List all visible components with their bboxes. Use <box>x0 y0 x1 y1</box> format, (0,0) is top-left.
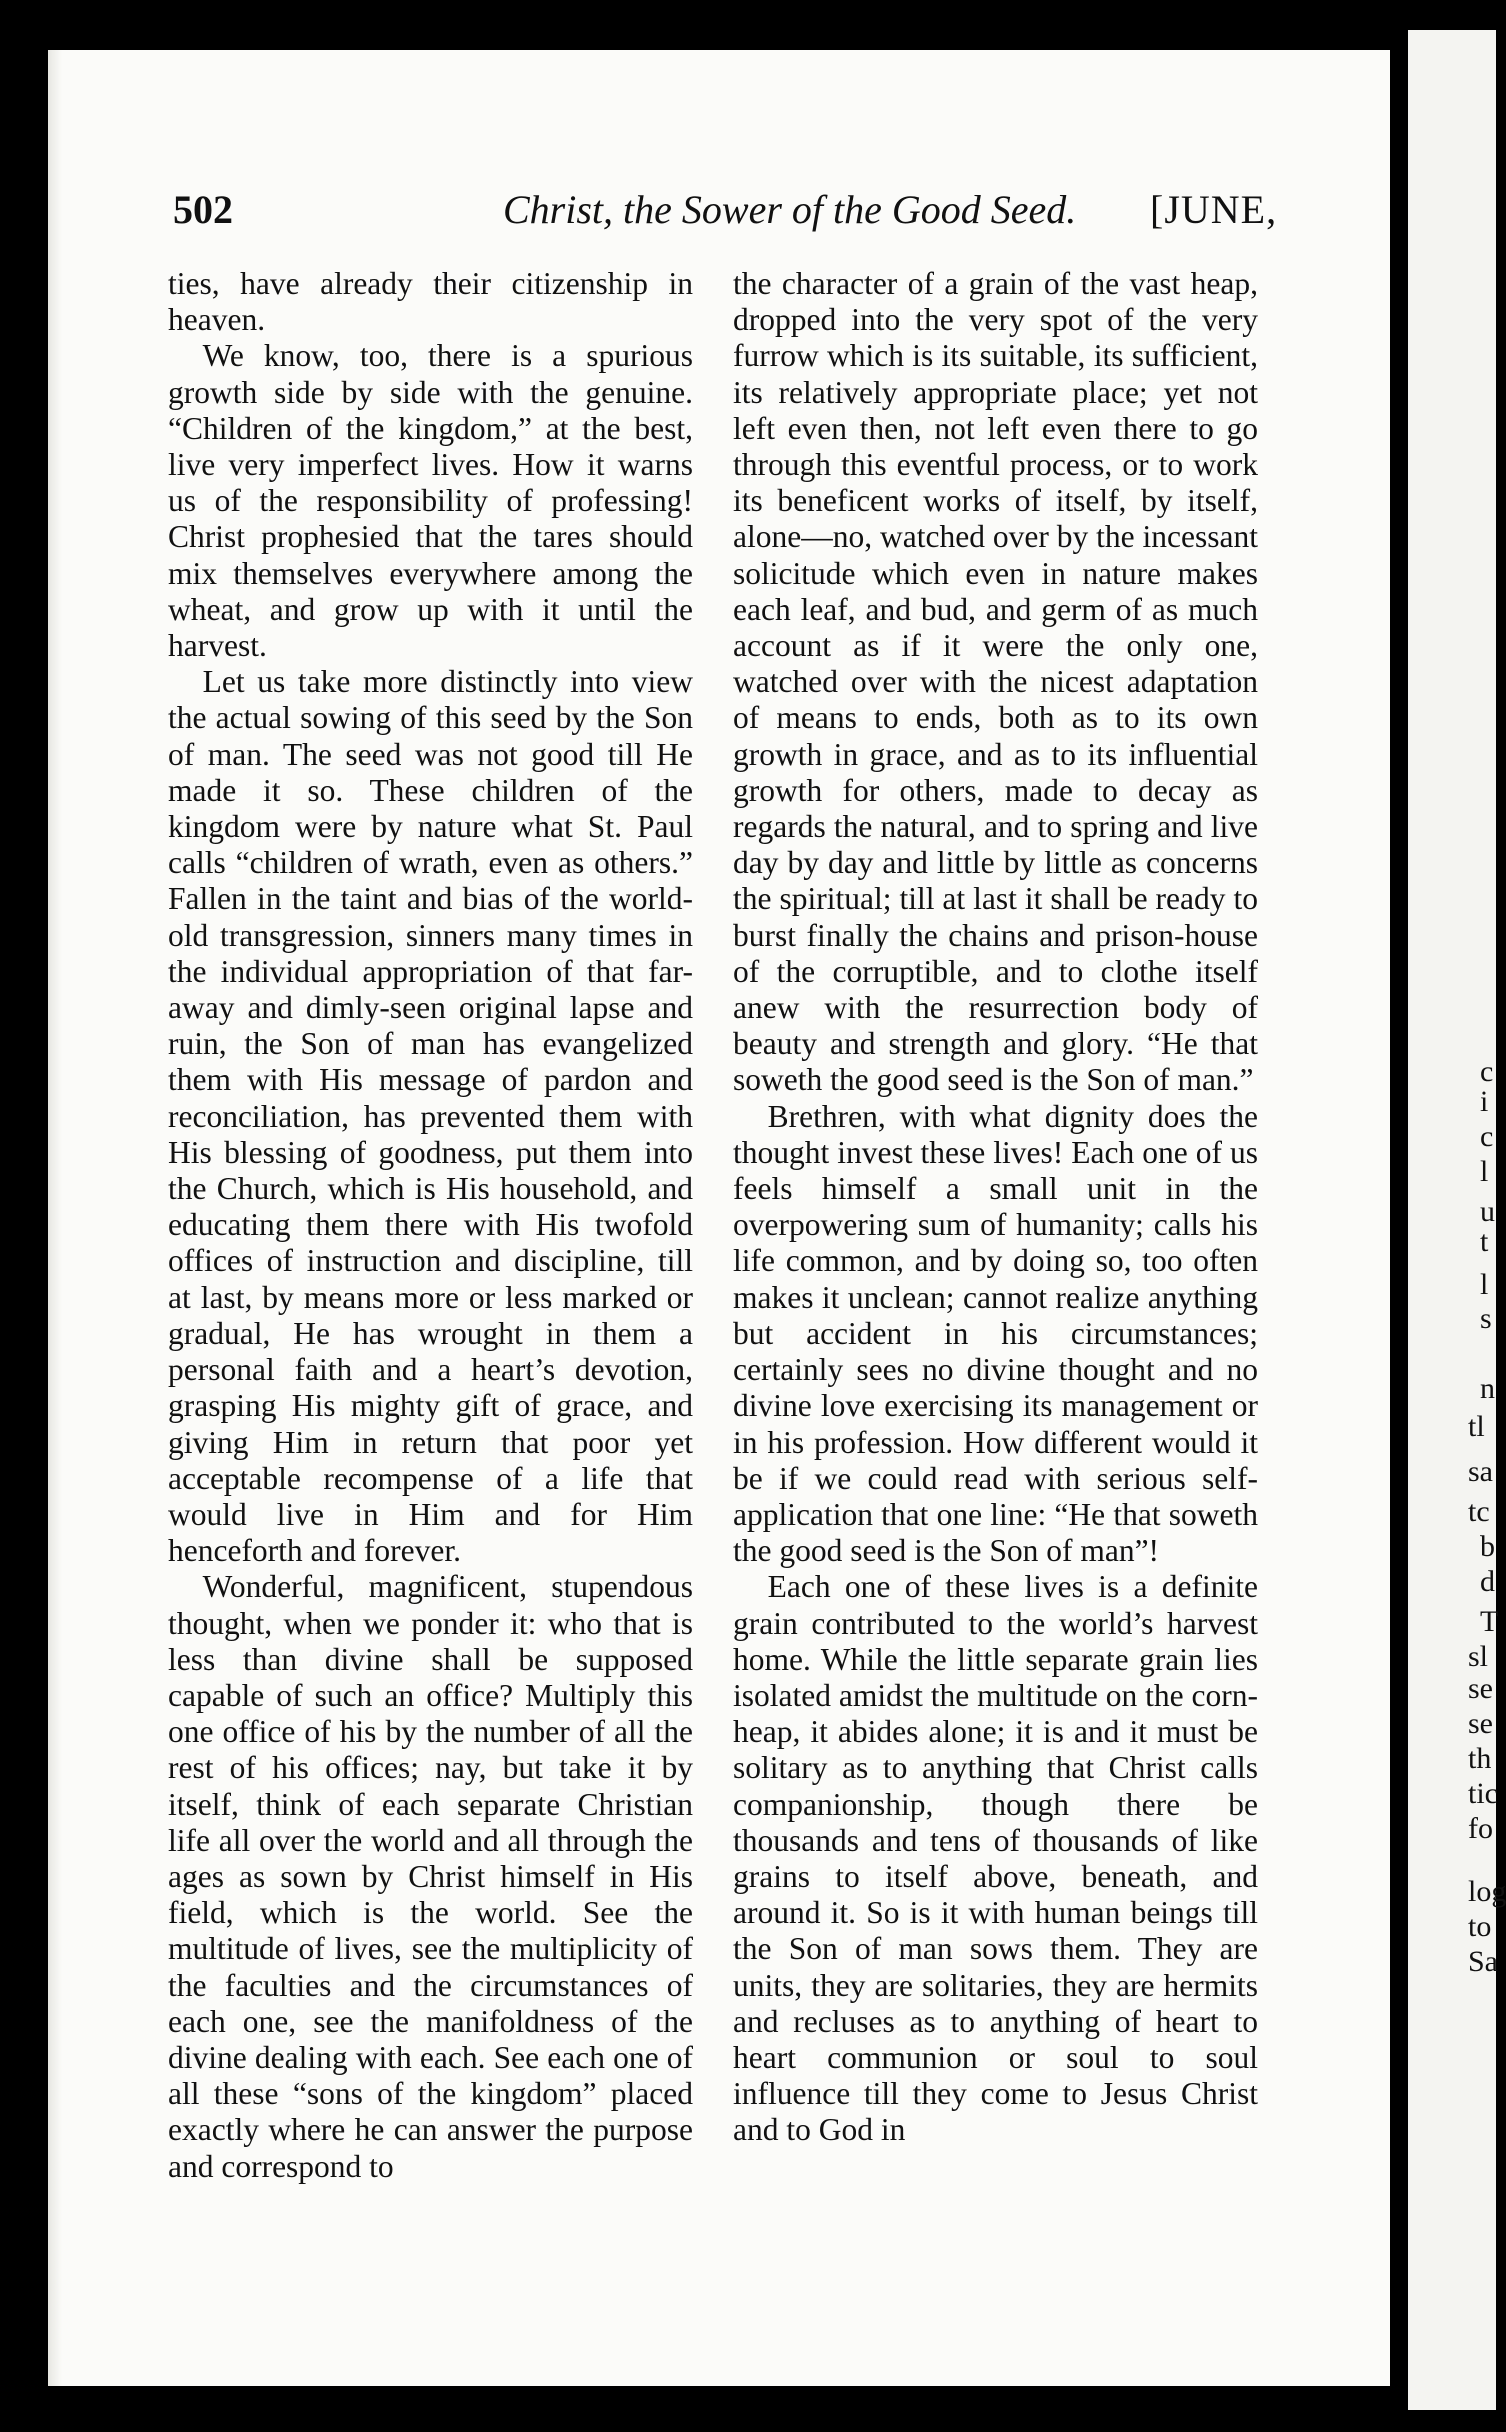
adjacent-page-fragment: fo <box>1468 1812 1493 1845</box>
paragraph: Wonderful, magnificent, stupendous thought, when we ponder it: who that is less than divine shall be supposed capable of such an office? Multiply this one office of his by the number of all the rest of his offices; nay, but take it by itself, think of each separate Christian life all over the world and all through the ages as sown by Christ himself in His field, which is the world. See the multitude of lives, see the multiplicity of the faculties and the circumstances of each one, see the manifoldness of the divine dealing with each. See each one of all these “sons of the kingdom” placed exactly where he can answer the purpose and correspond to <box>168 1569 693 2184</box>
paragraph: Each one of these lives is a definite grain contributed to the world’s harvest home. While the little separate grain lies isolated amidst the multitude on the corn-heap, it abides alone; it is and it must be solitary as to anything that Christ calls companionship, though there be thousands and tens of thousands of like grains to itself above, beneath, and around it. So is it with human beings till the Son of man sows them. They are units, they are solitaries, they are hermits and recluses as to anything of heart to heart communion or soul to soul influence till they come to Jesus Christ and to God in <box>733 1569 1258 2148</box>
adjacent-page-fragment: b <box>1480 1530 1495 1563</box>
adjacent-page-edge <box>1408 30 1506 2410</box>
adjacent-page-fragment: c <box>1480 1055 1494 1088</box>
paragraph: We know, too, there is a spurious growth side by side with the genuine. “Children of the kingdom,” at the best, live very imperfect lives. How it warns us of the responsibility of professing! Christ prophesied that the tares should mix themselves everywhere among the wheat, and grow up with it until the harvest. <box>168 338 693 664</box>
adjacent-page-fragment: t <box>1480 1225 1489 1258</box>
adjacent-page-fragment: se <box>1468 1672 1493 1705</box>
page-number: 502 <box>173 187 233 232</box>
adjacent-page-fragment: sa <box>1468 1455 1493 1488</box>
book-page <box>48 50 1390 2386</box>
paragraph: Let us take more distinctly into view the actual sowing of this seed by the Son of man. The seed was not good till He made it so. These children of the kingdom were by nature what St. Paul calls “children of wrath, even as others.” Fallen in the taint and bias of the world-old transgression, sinners many times in the individual appropriation of that far-away and dimly-seen original lapse and ruin, the Son of man has evangelized them with His message of pardon and reconciliation, has prevented them with His blessing of goodness, put them into the Church, which is His household, and educating them there with His twofold offices of instruction and discipline, till at last, by means more or less marked or gradual, He has wrought in them a personal faith and a heart’s devotion, grasping His mighty gift of grace, and giving Him in return that poor yet acceptable recompense of a life that would live in Him and for Him henceforth and forever. <box>168 664 693 1569</box>
adjacent-page-fragment: to <box>1468 1910 1492 1943</box>
adjacent-page-fragment: tl <box>1468 1410 1485 1443</box>
adjacent-page-fragment: u <box>1480 1195 1495 1228</box>
adjacent-page-fragment: log <box>1468 1875 1506 1908</box>
right-text-column <box>733 266 1258 2149</box>
adjacent-page-fragment: T <box>1480 1605 1499 1638</box>
paragraph: the character of a grain of the vast heap, dropped into the very spot of the very furrow which is its suitable, its sufficient, its relatively appropriate place; yet not left even then, not left even there to go through this eventful process, or to work its beneficent works of itself, by itself, alone—no, watched over by the incessant solicitude which even in nature makes each leaf, and bud, and germ of as much account as if it were the only one, watched over with the nicest adaptation of means to ends, both as to its own growth in grace, and as to its influential growth for others, made to decay as regards the natural, and to spring and live day by day and little by little as concerns the spiritual; till at last it shall be ready to burst finally the chains and prison-house of the corruptible, and to clothe itself anew with the resurrection body of beauty and strength and glory. “He that soweth the good seed is the Son of man.” <box>733 266 1258 1098</box>
adjacent-page-fragment: tc <box>1468 1495 1490 1528</box>
adjacent-page-fragment: th <box>1468 1742 1492 1775</box>
adjacent-page-fragment: i <box>1480 1085 1489 1118</box>
adjacent-page-fragment: se <box>1468 1707 1493 1740</box>
adjacent-page-fragment: n <box>1480 1372 1495 1405</box>
paragraph: Brethren, with what dignity does the thought invest these lives! Each one of us feels himself a small unit in the overpowering sum of humanity; calls his life common, and by doing so, too often makes it unclean; cannot realize anything but accident in his circumstances; certainly sees no divine thought and no divine love exercising its management or in his profession. How different would it be if we could read with serious self-application that one line: “He that soweth the good seed is the Son of man”! <box>733 1098 1258 1569</box>
adjacent-page-fragment: l <box>1480 1155 1489 1188</box>
adjacent-page-fragment: Sa <box>1468 1945 1498 1978</box>
running-month: [JUNE, <box>1150 187 1278 232</box>
paragraph: ties, have already their citizenship in heaven. <box>168 266 693 338</box>
left-text-column <box>168 266 693 2185</box>
running-title: Christ, the Sower of the Good Seed. <box>503 187 1077 232</box>
adjacent-page-fragment: d <box>1480 1565 1495 1598</box>
adjacent-page-fragment: s <box>1480 1302 1492 1335</box>
adjacent-page-fragment: tic <box>1468 1777 1498 1810</box>
adjacent-page-fragment: sl <box>1468 1640 1489 1673</box>
adjacent-page-fragment: c <box>1480 1120 1494 1153</box>
adjacent-page-fragment: l <box>1480 1268 1489 1301</box>
page-header <box>48 186 1390 246</box>
